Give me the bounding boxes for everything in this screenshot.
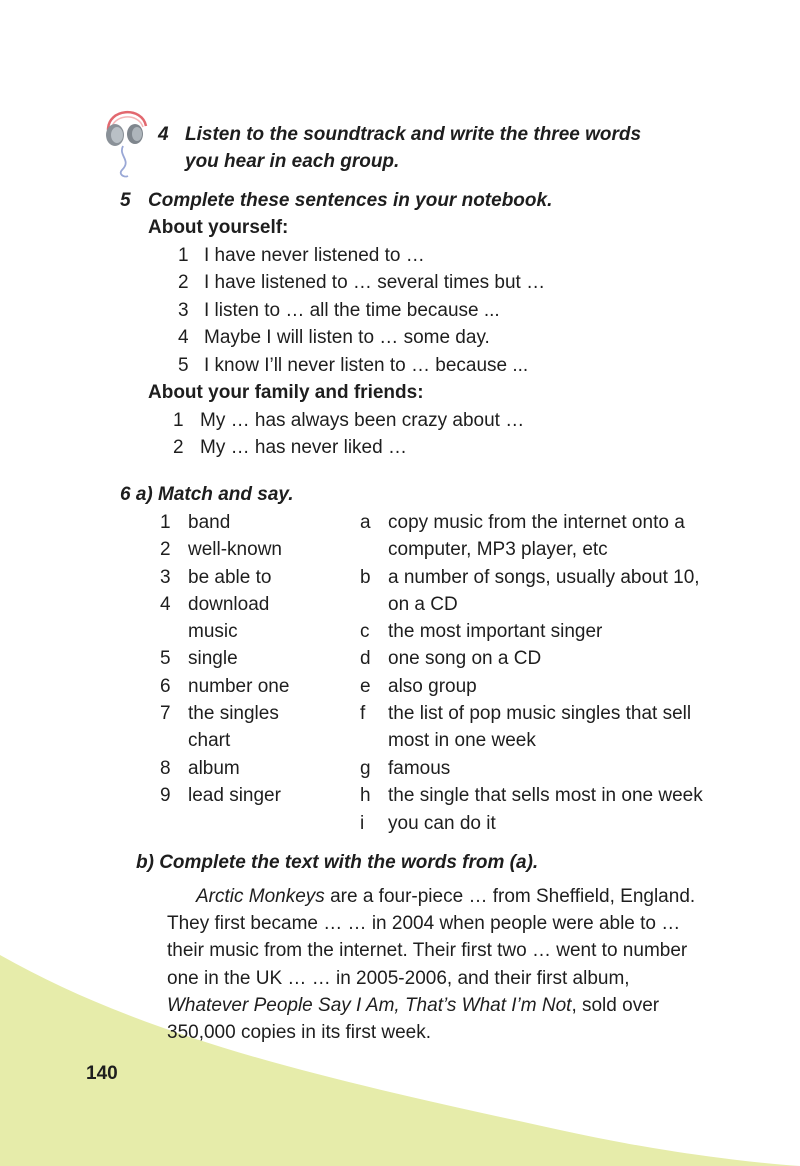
match-right-definition: one song on a CD	[388, 648, 542, 669]
match-right-letter: g	[360, 758, 371, 779]
list-item	[178, 269, 545, 296]
match-right-letter: e	[360, 676, 371, 697]
list-item	[178, 352, 528, 379]
match-right-definition: the single that sells most in one week	[388, 785, 703, 806]
exercise-4-instruction-line1: Listen to the soundtrack and write the three words	[185, 124, 642, 145]
list-item	[178, 297, 500, 324]
match-left-term: lead singer	[188, 785, 281, 806]
list-item-text: I have never listened to …	[204, 245, 425, 266]
match-right-definition-line2: on a CD	[388, 594, 458, 615]
match-right-letter: f	[360, 703, 366, 724]
exercise-6a-title: 6 a) Match and say.	[120, 484, 294, 505]
match-right-definition: copy music from the internet onto a	[388, 512, 685, 533]
match-left-term: the singles	[188, 703, 279, 724]
list-item-number: 3	[178, 300, 189, 321]
match-left-term-line2: chart	[188, 730, 231, 751]
about-family-heading: About your family and friends:	[148, 382, 424, 403]
exercise-6b-title: b) Complete the text with the words from (a).	[136, 852, 539, 873]
match-right-definition: famous	[388, 758, 451, 779]
list-item-number: 4	[178, 327, 189, 348]
list-item-text: My … has never liked …	[200, 437, 407, 458]
paragraph-line-2: They first became … … in 2004 when people were able to …	[167, 913, 681, 934]
match-right-definition-line2: computer, MP3 player, etc	[388, 539, 608, 560]
match-left-term: download	[188, 594, 270, 615]
exercise-5-title: Complete these sentences in your notebook.	[148, 190, 553, 211]
paragraph-line-5	[167, 992, 659, 1019]
list-item-number: 1	[178, 245, 189, 266]
match-left-term: band	[188, 512, 231, 533]
list-item	[173, 434, 407, 461]
paragraph-line-3: their music from the internet. Their first two … went to number	[167, 940, 688, 961]
list-item-text: My … has always been crazy about …	[200, 410, 525, 431]
match-left-number: 5	[160, 648, 171, 669]
match-left-term-line2: music	[188, 621, 238, 642]
match-right-definition-line2: most in one week	[388, 730, 536, 751]
paragraph-line-1	[196, 883, 695, 910]
match-left-number: 9	[160, 785, 171, 806]
list-item-number: 5	[178, 355, 189, 376]
match-left-term: be able to	[188, 567, 272, 588]
match-right-letter: b	[360, 567, 371, 588]
match-right-letter: h	[360, 785, 371, 806]
match-left-term: number one	[188, 676, 290, 697]
match-left-term: album	[188, 758, 240, 779]
match-left-number: 1	[160, 512, 171, 533]
match-left-number: 3	[160, 567, 171, 588]
exercise-5-number: 5	[120, 190, 131, 211]
list-item	[173, 407, 524, 434]
list-item	[178, 242, 425, 269]
match-right-definition: also group	[388, 676, 477, 697]
exercise-4-instruction-line2: you hear in each group.	[185, 151, 400, 172]
exercise-4-number: 4	[158, 124, 169, 145]
match-right-letter: c	[360, 621, 370, 642]
match-left-number: 7	[160, 703, 171, 724]
match-right-definition: a number of songs, usually about 10,	[388, 567, 700, 588]
band-name: Arctic Monkeys	[196, 886, 325, 907]
list-item-text: I have listened to … several times but …	[204, 272, 546, 293]
match-left-number: 2	[160, 539, 171, 560]
about-yourself-heading: About yourself:	[148, 217, 289, 238]
match-left-term: single	[188, 648, 238, 669]
paragraph-text: are a four-piece … from Sheffield, England.	[324, 886, 696, 907]
list-item-text: Maybe I will listen to … some day.	[204, 327, 490, 348]
match-left-number: 4	[160, 594, 171, 615]
match-left-number: 6	[160, 676, 171, 697]
page-number: 140	[86, 1063, 118, 1084]
list-item-text: I know I’ll never listen to … because ...	[204, 355, 529, 376]
paragraph-line-6: 350,000 copies in its first week.	[167, 1022, 432, 1043]
match-right-letter: d	[360, 648, 371, 669]
paragraph-text: , sold over	[571, 995, 660, 1016]
match-right-definition: the most important singer	[388, 621, 603, 642]
list-item-text: I listen to … all the time because ...	[204, 300, 500, 321]
paragraph-line-4: one in the UK … … in 2005-2006, and their first album,	[167, 968, 630, 989]
list-item	[178, 324, 490, 351]
list-item-number: 2	[178, 272, 189, 293]
list-item-number: 2	[173, 437, 184, 458]
headphones-icon	[98, 100, 156, 180]
match-right-letter: i	[360, 813, 365, 834]
match-left-term: well-known	[188, 539, 282, 560]
match-right-definition: you can do it	[388, 813, 496, 834]
album-title: Whatever People Say I Am, That’s What I’m Not	[167, 995, 572, 1016]
list-item-number: 1	[173, 410, 184, 431]
match-right-definition: the list of pop music singles that sell	[388, 703, 692, 724]
match-left-number: 8	[160, 758, 171, 779]
match-right-letter: a	[360, 512, 371, 533]
